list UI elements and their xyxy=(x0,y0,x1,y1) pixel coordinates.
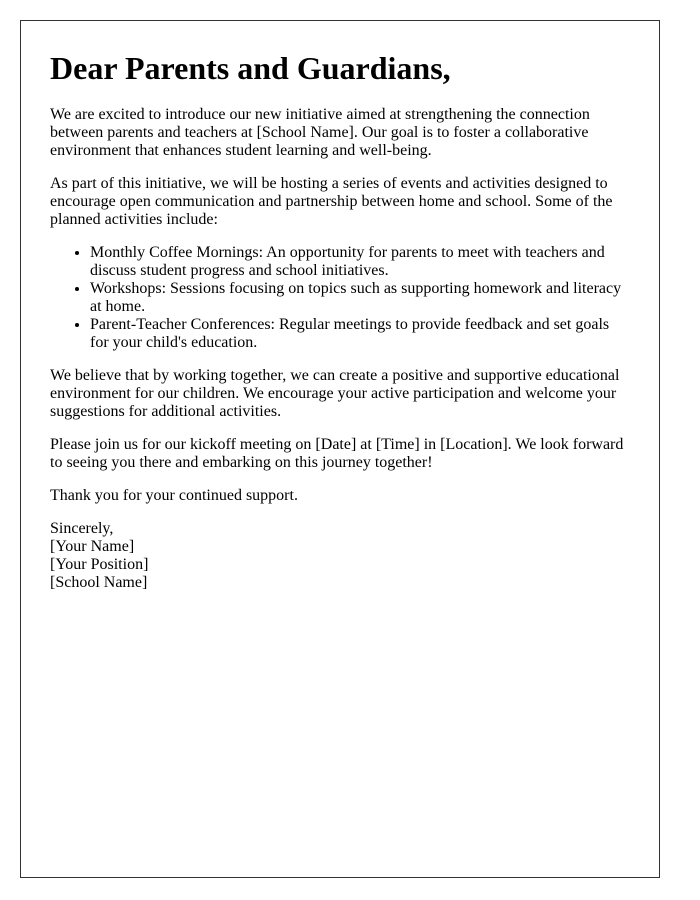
activity-item: • Monthly Coffee Mornings: An opportunity for parents to meet with teachers and discuss student progress and school initiatives. xyxy=(90,244,630,280)
letter-page xyxy=(20,20,660,878)
sender-school: [School Name] xyxy=(50,574,148,591)
letter-heading: Dear Parents and Guardians, xyxy=(50,50,451,86)
closing-line: Sincerely, xyxy=(50,520,114,537)
activities-list xyxy=(50,244,630,352)
sender-position: [Your Position] xyxy=(50,556,149,573)
invitation-paragraph: Please join us for our kickoff meeting on [Date] at [Time] in [Location]. We look forward to seeing you there and embarking on this journey together! xyxy=(50,436,624,471)
intro-paragraph: We are excited to introduce our new initiative aimed at strengthening the connection between parents and teachers at [School Name]. Our goal is to foster a collaborative environment that enhances student learning and well-being. xyxy=(50,106,590,159)
activity-item: • Parent-Teacher Conferences: Regular meetings to provide feedback and set goals for your child's education. xyxy=(90,316,630,352)
signature-block xyxy=(50,520,630,592)
sender-name: [Your Name] xyxy=(50,538,135,555)
activity-item: • Workshops: Sessions focusing on topics such as supporting homework and literacy at home. xyxy=(90,280,630,316)
thanks-paragraph: Thank you for your continued support. xyxy=(50,487,298,504)
belief-paragraph: We believe that by working together, we can create a positive and supportive educational environment for our children. We encourage your active participation and welcome your suggestions for additional activities. xyxy=(50,367,620,420)
activities-intro-paragraph: As part of this initiative, we will be hosting a series of events and activities designed to encourage open communication and partnership between home and school. Some of the planned activities include: xyxy=(50,175,613,228)
